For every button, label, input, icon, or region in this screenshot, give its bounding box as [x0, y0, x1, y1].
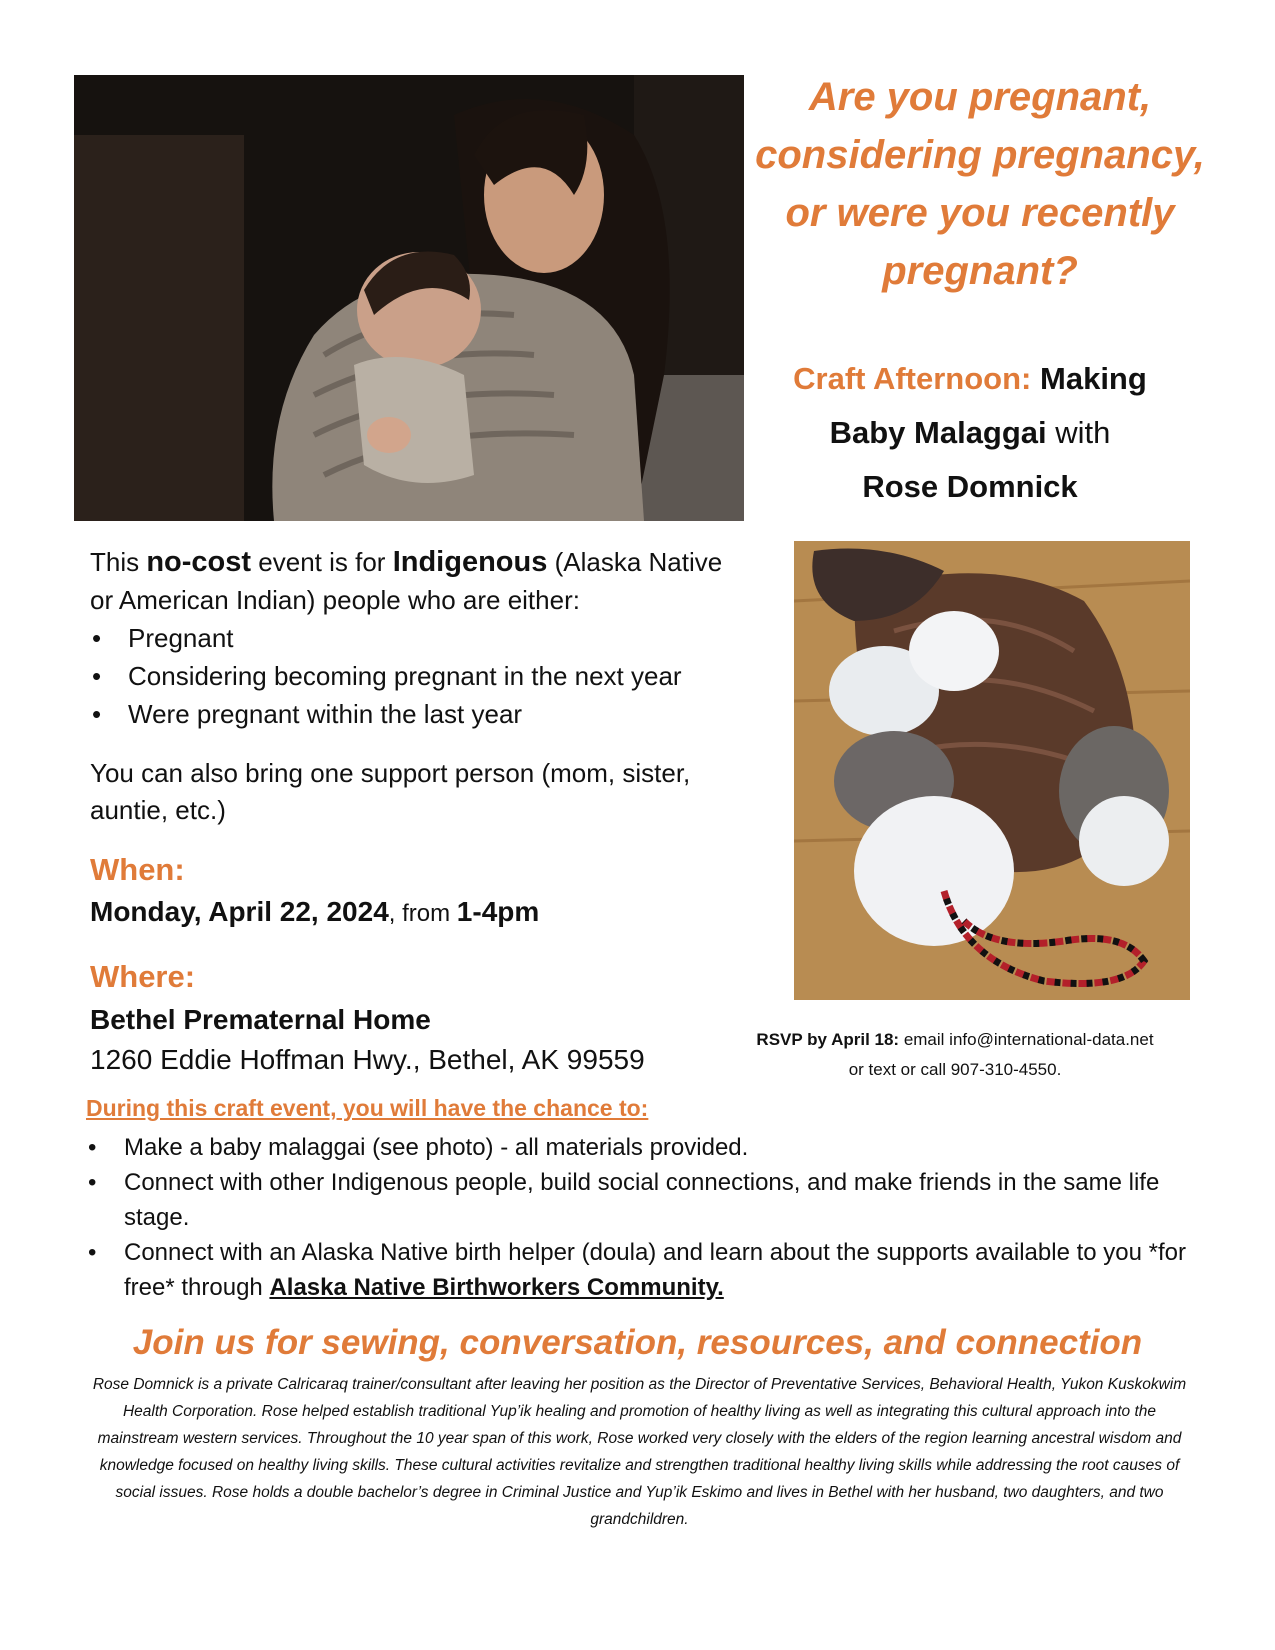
venue-name: Bethel Prematernal Home — [90, 1004, 431, 1035]
mother-baby-illustration — [74, 75, 744, 521]
craft-label: Craft Afternoon: — [793, 361, 1032, 396]
craft-title-part1: Making — [1040, 361, 1147, 396]
rsvp-phone: or text or call 907-310-4550. — [848, 1060, 1062, 1079]
craft-instructor: Rose Domnick — [862, 469, 1078, 504]
event-date: Monday, April 22, 2024 — [90, 896, 389, 927]
list-item: • Make a baby malaggai (see photo) - all materials provided. — [86, 1130, 1196, 1165]
event-date-time — [90, 896, 539, 928]
malaggai-photo — [794, 541, 1190, 1000]
activities-list — [86, 1130, 1196, 1305]
rsvp-email[interactable]: email info@international-data.net — [899, 1030, 1154, 1049]
craft-title-with: with — [1046, 415, 1111, 450]
list-item: • Connect with other Indigenous people, build social connections, and make friends in the same life stage. — [86, 1165, 1196, 1235]
where-heading: Where: — [90, 959, 196, 994]
intro-text-3: (Alaska Native or American Indian) people who are either: — [90, 547, 723, 615]
event-title — [760, 352, 1180, 514]
doula-text: Connect with an Alaska Native birth helper (doula) and learn about the supports available to you *for free* through — [124, 1239, 1186, 1301]
eligibility-list — [90, 619, 750, 733]
activities-section — [86, 1130, 1196, 1305]
mother-baby-photo — [74, 75, 744, 521]
list-item — [86, 1235, 1196, 1305]
event-from: , from — [388, 900, 457, 927]
intro-no-cost: no-cost — [146, 546, 252, 578]
malaggai-illustration — [794, 541, 1190, 1000]
birthworkers-link[interactable]: Alaska Native Birthworkers Community. — [269, 1274, 724, 1301]
intro-indigenous: Indigenous — [392, 546, 548, 578]
intro-text-2: event is for — [251, 547, 393, 577]
list-item: • Considering becoming pregnant in the next year — [90, 657, 750, 695]
list-item: • Pregnant — [90, 619, 750, 657]
support-person-note: You can also bring one support person (mom, sister, auntie, etc.) — [90, 758, 691, 825]
venue-address: 1260 Eddie Hoffman Hwy., Bethel, AK 99559 — [90, 1044, 645, 1075]
eligibility-section — [90, 543, 750, 733]
when-heading: When: — [90, 852, 185, 887]
eligibility-text — [90, 543, 750, 619]
activities-heading: During this craft event, you will have the chance to: — [86, 1095, 649, 1121]
event-time: 1-4pm — [456, 896, 540, 927]
intro-text-1: This — [90, 547, 147, 577]
headline: Are you pregnant, considering pregnancy, or were you recently pregnant? — [755, 75, 1205, 293]
instructor-bio: Rose Domnick is a private Calricaraq trainer/consultant after leaving her position as the Director of Preventative Services, Behavioral Health, Yukon Kuskokwim Health Corporation. Rose helped establish traditional Yup’ik healing and promotion of healthy living as well as integrating this cultural approach into the mainstream western services. Throughout the 10 year span of this work, Rose worked very closely with the elders of the region learning ancestral wisdom and knowledge focused on healthy living skills. These cultural activities revitalize and strengthen traditional healthy living skills while addressing the root causes of social issues. Rose holds a double bachelor’s degree in Criminal Justice and Yup’ik Eskimo and lives in Bethel with her husband, two daughters, and two grandchildren. — [92, 1376, 1187, 1528]
join-us-banner: Join us for sewing, conversation, resources, and connection — [132, 1323, 1143, 1362]
rsvp-label: RSVP by April 18: — [756, 1030, 900, 1049]
list-item: • Were pregnant within the last year — [90, 695, 750, 733]
rsvp-info — [720, 1025, 1190, 1085]
craft-title-part2: Baby Malaggai — [829, 415, 1047, 450]
